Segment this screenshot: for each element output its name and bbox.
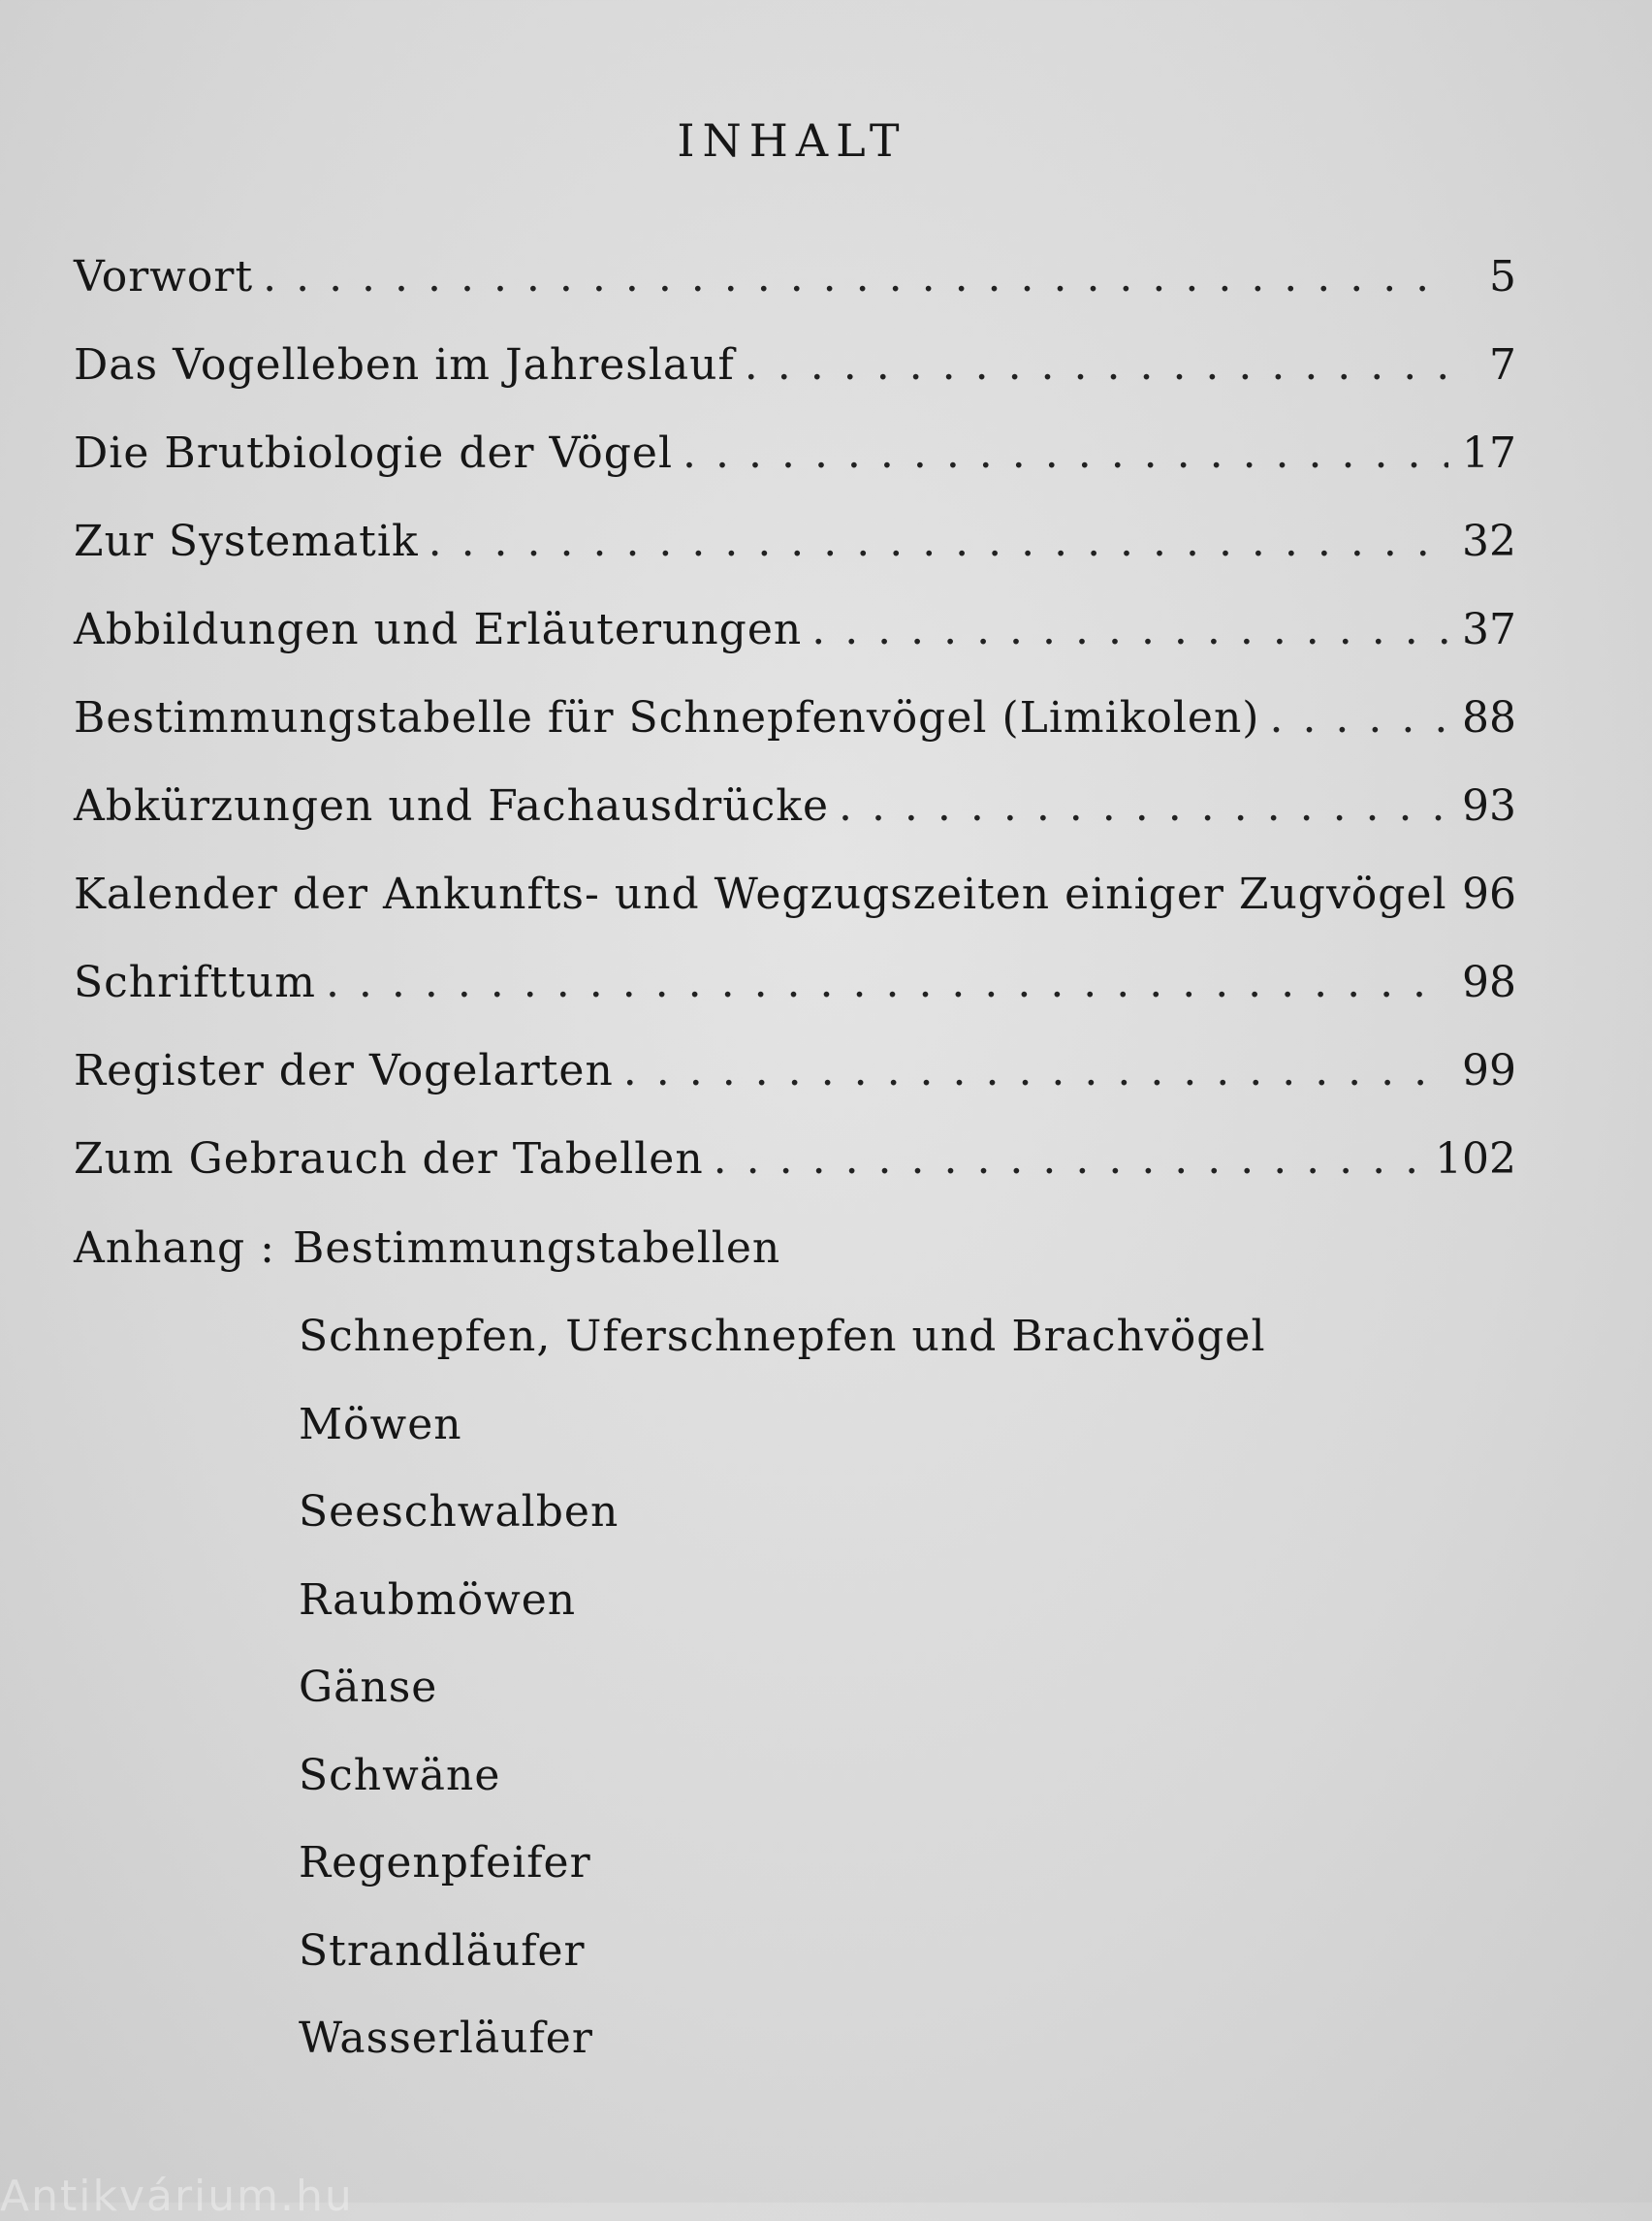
toc-entry-page: 99 — [1462, 1046, 1516, 1095]
toc-entry-title: Schrifttum — [74, 958, 316, 1007]
toc-entry-abbildungen — [74, 605, 1516, 693]
list-item: Seeschwalben — [299, 1487, 620, 1537]
toc-entry-title: Bestimmungstabelle für Schnepfenvögel (Limikolen) — [74, 693, 1260, 743]
toc-entry-page: 96 — [1462, 870, 1516, 919]
toc-entry-vogelleben — [74, 340, 1516, 428]
toc-entry-page: 7 — [1489, 340, 1516, 390]
toc-entry-systematik — [74, 517, 1516, 605]
toc-entry-page: 17 — [1462, 428, 1516, 478]
appendix-list — [299, 1312, 1266, 2102]
table-of-contents — [74, 252, 1516, 1222]
toc-entry-schrifttum — [74, 958, 1516, 1046]
toc-leader-dots — [839, 781, 1448, 831]
toc-entry-gebrauch — [74, 1134, 1516, 1222]
toc-leader-dots — [263, 252, 1448, 301]
appendix-section — [74, 1223, 1266, 2102]
toc-entry-bestimmungstabelle — [74, 693, 1516, 781]
toc-leader-dots — [745, 340, 1448, 390]
toc-entry-page: 37 — [1462, 605, 1516, 654]
list-item: Schnepfen, Uferschnepfen und Brachvögel — [299, 1312, 1266, 1361]
toc-entry-kalender — [74, 870, 1516, 958]
list-item: Wasserläufer — [299, 2014, 593, 2063]
list-item: Regenpfeifer — [299, 1838, 591, 1888]
watermark: Antikvárium.hu — [0, 2172, 354, 2221]
list-item: Möwen — [299, 1399, 462, 1449]
toc-entry-title: Die Brutbiologie der Vögel — [74, 428, 674, 478]
toc-entry-page: 93 — [1462, 781, 1516, 831]
toc-entry-title: Zur Systematik — [74, 517, 419, 566]
list-item: Schwäne — [299, 1750, 501, 1800]
toc-leader-dots — [429, 517, 1448, 566]
toc-leader-dots — [623, 1046, 1448, 1095]
toc-entry-register — [74, 1046, 1516, 1134]
toc-entry-abkuerzungen — [74, 781, 1516, 870]
toc-entry-title: Abkürzungen und Fachausdrücke — [74, 781, 829, 831]
toc-leader-dots — [714, 1134, 1425, 1184]
list-item: Raubmöwen — [299, 1574, 577, 1625]
toc-entry-page: 32 — [1462, 517, 1516, 566]
toc-entry-page: 5 — [1489, 252, 1516, 301]
appendix-heading — [74, 1223, 1266, 1312]
toc-entry-vorwort — [74, 252, 1516, 340]
page-title: INHALT — [677, 114, 907, 167]
toc-leader-dots — [1451, 870, 1454, 919]
toc-entry-title: Kalender der Ankunfts- und Wegzugszeiten einiger Zugvögel — [74, 870, 1447, 919]
toc-leader-dots — [326, 958, 1448, 1007]
toc-entry-brutbiologie — [74, 428, 1516, 517]
toc-entry-title: Register der Vogelarten — [74, 1046, 614, 1095]
toc-entry-title: Das Vogelleben im Jahreslauf — [74, 340, 735, 390]
toc-leader-dots — [1269, 693, 1448, 743]
toc-entry-title: Abbildungen und Erläuterungen — [74, 605, 803, 654]
toc-entry-title: Zum Gebrauch der Tabellen — [74, 1134, 704, 1184]
appendix-label: Anhang : — [74, 1223, 275, 1273]
toc-leader-dots — [683, 428, 1448, 478]
list-item: Gänse — [299, 1663, 438, 1712]
toc-entry-page: 102 — [1435, 1134, 1516, 1184]
toc-entry-page: 98 — [1462, 958, 1516, 1007]
toc-entry-title: Vorwort — [74, 252, 254, 301]
toc-leader-dots — [811, 605, 1448, 654]
toc-entry-page: 88 — [1462, 693, 1516, 743]
list-item: Strandläufer — [299, 1925, 586, 1976]
appendix-title: Bestimmungstabellen — [293, 1223, 781, 1273]
